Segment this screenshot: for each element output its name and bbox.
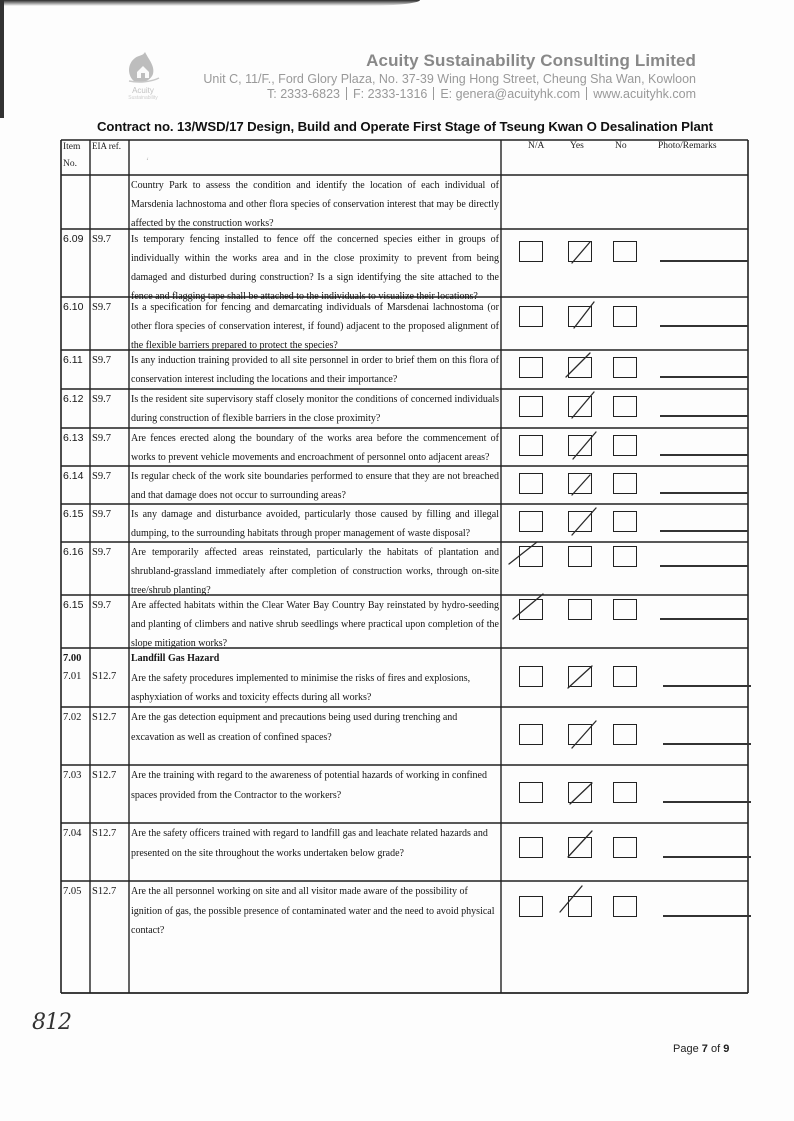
checkbox-na[interactable] (519, 357, 543, 378)
question-text: Is a specification for fencing and demarcating individuals of Marsdenai lachnostoma (or other flora species of conservation interest, if found) adjacent to the proposed alignment of the flexible barriers prepared to protect the species? (131, 302, 499, 351)
question-text: Is any damage and disturbance avoided, particularly those caused by filling and illegal dumping, to the surrounding habitats through proper management of waste disposal? (131, 509, 499, 539)
remarks-field[interactable] (660, 376, 748, 378)
tick-mark-icon (505, 534, 555, 578)
header-photo-remarks: Photo/Remarks (658, 141, 717, 151)
question-text: Are the training with regard to the awareness of potential hazards of working in confined spaces provided from the Contractor to the workers? (131, 770, 487, 801)
eia-reference: S12.7 (92, 770, 117, 781)
leaf-house-icon (125, 50, 161, 84)
remarks-field[interactable] (660, 325, 748, 327)
tick-mark-icon (554, 884, 604, 928)
item-number: 6.10 (63, 301, 84, 313)
checklist-question (131, 351, 499, 389)
checkbox-no[interactable] (613, 306, 637, 327)
question-text: Are affected habitats within the Clear Water Bay Country Bay reinstated by hydro-seeding and planting of climbers and native shrub seedlings where practical upon completion of the slope mitigation works? (131, 600, 499, 649)
page-of: of (710, 1043, 721, 1055)
question-text: Is regular check of the work site boundaries performed to ensure that they are not breached and that damage does not occur to surrounding areas? (131, 471, 499, 501)
checkbox-no[interactable] (613, 357, 637, 378)
page-current: 7 (701, 1043, 708, 1055)
tick-mark-icon (554, 229, 604, 273)
checklist-question (131, 298, 499, 355)
checkbox-yes[interactable] (568, 546, 592, 567)
tick-mark-icon (554, 499, 604, 543)
email-link[interactable]: E: genera@acuityhk.com (440, 87, 581, 101)
item-number: 6.09 (63, 233, 84, 245)
item-number: 7.00 (63, 653, 82, 664)
checkbox-yes[interactable] (568, 599, 592, 620)
question-text: Country Park to assess the condition and identify the location of each individual of Marsdenia lachnostoma and other flora species of conservation interest that may be directly affected by the construction works? (131, 180, 499, 229)
eia-reference: S9.7 (92, 394, 111, 405)
checkbox-na[interactable] (519, 666, 543, 687)
checklist-question (131, 505, 499, 543)
company-contact (203, 87, 696, 101)
checkbox-no[interactable] (613, 782, 637, 803)
divider (586, 87, 587, 100)
website-link[interactable]: www.acuityhk.com (593, 87, 696, 101)
tick-mark-icon (505, 587, 555, 631)
checkbox-na[interactable] (519, 724, 543, 745)
tick-mark-icon (554, 384, 604, 428)
checkbox-no[interactable] (613, 837, 637, 858)
item-number: 7.02 (63, 712, 82, 723)
item-number: 7.05 (63, 886, 82, 897)
remarks-field[interactable] (663, 801, 751, 803)
checkbox-no[interactable] (613, 599, 637, 620)
company-logo (108, 50, 178, 110)
page-total: 9 (723, 1043, 730, 1055)
eia-reference: S9.7 (92, 547, 111, 558)
checkbox-no[interactable] (613, 724, 637, 745)
checklist-question (131, 176, 499, 233)
header-na: N/A (528, 141, 545, 151)
checklist-question (131, 708, 495, 747)
question-text: Are fences erected along the boundary of the works area before the commencement of works to prevent vehicle movements and encroachment of personnel onto adjacent areas? (131, 433, 499, 463)
eia-reference: S9.7 (92, 471, 111, 482)
checkbox-na[interactable] (519, 396, 543, 417)
remarks-field[interactable] (660, 260, 748, 262)
item-number: 6.13 (63, 432, 84, 444)
tick-mark-icon (554, 345, 604, 389)
fax: F: 2333-1316 (352, 87, 428, 101)
checkbox-na[interactable] (519, 896, 543, 917)
tick-mark-icon (554, 654, 604, 698)
question-text: Is the resident site supervisory staff closely monitor the conditions of concerned individuals during construction of flexible barriers in the close proximity? (131, 394, 499, 424)
remarks-field[interactable] (660, 565, 748, 567)
item-number: 7.01 (63, 671, 82, 682)
checkbox-no[interactable] (613, 241, 637, 262)
eia-reference: S9.7 (92, 509, 111, 520)
checkbox-na[interactable] (519, 837, 543, 858)
header-no: No (615, 141, 627, 151)
question-text: Are the safety procedures implemented to minimise the risks of fires and explosions, asphyxiation of works and toxicity effects during all works? (131, 672, 471, 703)
eia-reference: S12.7 (92, 671, 117, 682)
company-name: Acuity Sustainability Consulting Limited (366, 51, 696, 70)
question-text: Are the all personnel working on site and all visitor made aware of the possibility of ignition of gas, the possible presence of contaminated water and the need to avoid physical contact? (131, 886, 495, 936)
item-number: 7.03 (63, 770, 82, 781)
checkbox-no[interactable] (613, 396, 637, 417)
remarks-field[interactable] (663, 856, 751, 858)
checklist-question (131, 230, 499, 306)
question-text: Are temporarily affected areas reinstated, particularly the habitats of plantation and shrubland-grassland immediately after completion of construction works, through on-site tree/shrub planting? (131, 547, 499, 596)
header-yes: Yes (570, 141, 584, 151)
eia-reference: S9.7 (92, 433, 111, 444)
checklist-question (131, 766, 495, 805)
company-address: Unit C, 11/F., Ford Glory Plaza, No. 37-39 Wing Hong Street, Cheung Sha Wan, Kowloon (203, 72, 696, 86)
checkbox-na[interactable] (519, 435, 543, 456)
checklist-question (131, 543, 499, 600)
tick-mark-icon (554, 770, 604, 814)
tick-mark-icon (554, 712, 604, 756)
eia-reference: S12.7 (92, 712, 117, 723)
company-header (203, 51, 696, 101)
item-number: 6.15 (63, 508, 84, 520)
checklist-question (131, 596, 499, 653)
item-number: 6.14 (63, 470, 84, 482)
checkbox-na[interactable] (519, 306, 543, 327)
phone: T: 2333-6823 (267, 87, 340, 101)
eia-reference: S9.7 (92, 302, 111, 313)
remarks-field[interactable] (660, 454, 748, 456)
logo-name: Acuity (132, 86, 154, 95)
remarks-field[interactable] (660, 415, 748, 417)
eia-reference: S12.7 (92, 886, 117, 897)
checklist-question (131, 467, 499, 505)
eia-reference: S9.7 (92, 600, 111, 611)
checkbox-no[interactable] (613, 546, 637, 567)
checkbox-na[interactable] (519, 511, 543, 532)
scan-edge (0, 0, 420, 6)
page-number (673, 1043, 729, 1055)
scan-mark: ‘ (146, 156, 149, 166)
item-number: 7.04 (63, 828, 82, 839)
tick-mark-icon (554, 825, 604, 869)
eia-reference: S9.7 (92, 355, 111, 366)
divider (346, 87, 347, 100)
checklist-question (131, 649, 495, 708)
question-text: Is any induction training provided to all site personnel in order to brief them on this flora of conservation interest including the locations and their importance? (131, 355, 499, 385)
eia-reference: S12.7 (92, 828, 117, 839)
header-item-line1: Item (63, 142, 81, 152)
checkbox-no[interactable] (613, 896, 637, 917)
checkbox-na[interactable] (519, 241, 543, 262)
question-text: Are the safety officers trained with regard to landfill gas and leachate related hazards and presented on the site throughout the works undertaken below grade? (131, 828, 488, 859)
remarks-field[interactable] (663, 685, 751, 687)
remarks-field[interactable] (663, 915, 751, 917)
contract-title: Contract no. 13/WSD/17 Design, Build and Operate First Stage of Tseung Kwan O Desalination Plant (97, 119, 713, 134)
checkbox-na[interactable] (519, 782, 543, 803)
scan-edge (0, 0, 4, 118)
item-number: 6.12 (63, 393, 84, 405)
handwritten-note: 812 (32, 1010, 71, 1035)
remarks-field[interactable] (663, 743, 751, 745)
checklist-question (131, 882, 495, 941)
remarks-field[interactable] (660, 492, 748, 494)
section-title: Landfill Gas Hazard (131, 653, 220, 664)
item-number: 6.16 (63, 546, 84, 558)
checklist-question (131, 390, 499, 428)
item-number: 6.11 (63, 354, 83, 366)
checkbox-no[interactable] (613, 511, 637, 532)
header-item-line2: No. (63, 159, 77, 169)
checkbox-no[interactable] (613, 666, 637, 687)
header-eia-ref: EIA ref. (92, 141, 121, 151)
question-text: Is temporary fencing installed to fence off the concerned species either in groups of individually within the works area and in the close proximity to prevent from being damaged and disturbed during construction? Is a sign identifying the site attached to the fence and flagging tape shall be attached to the individuals to visualize their locations? (131, 234, 499, 302)
divider (433, 87, 434, 100)
page-prefix: Page (673, 1043, 699, 1055)
checkbox-no[interactable] (613, 435, 637, 456)
question-text: Are the gas detection equipment and precautions being used during trenching and excavation as well as creation of confined spaces? (131, 712, 458, 743)
checklist-question (131, 429, 499, 467)
remarks-field[interactable] (660, 618, 748, 620)
checklist-question (131, 824, 495, 863)
eia-reference: S9.7 (92, 234, 111, 245)
item-number: 6.15 (63, 599, 84, 611)
tick-mark-icon (554, 294, 604, 338)
remarks-field[interactable] (660, 530, 748, 532)
checkbox-na[interactable] (519, 473, 543, 494)
header-item-no (63, 139, 80, 173)
logo-subtitle: Sustainability (128, 95, 158, 101)
checkbox-no[interactable] (613, 473, 637, 494)
